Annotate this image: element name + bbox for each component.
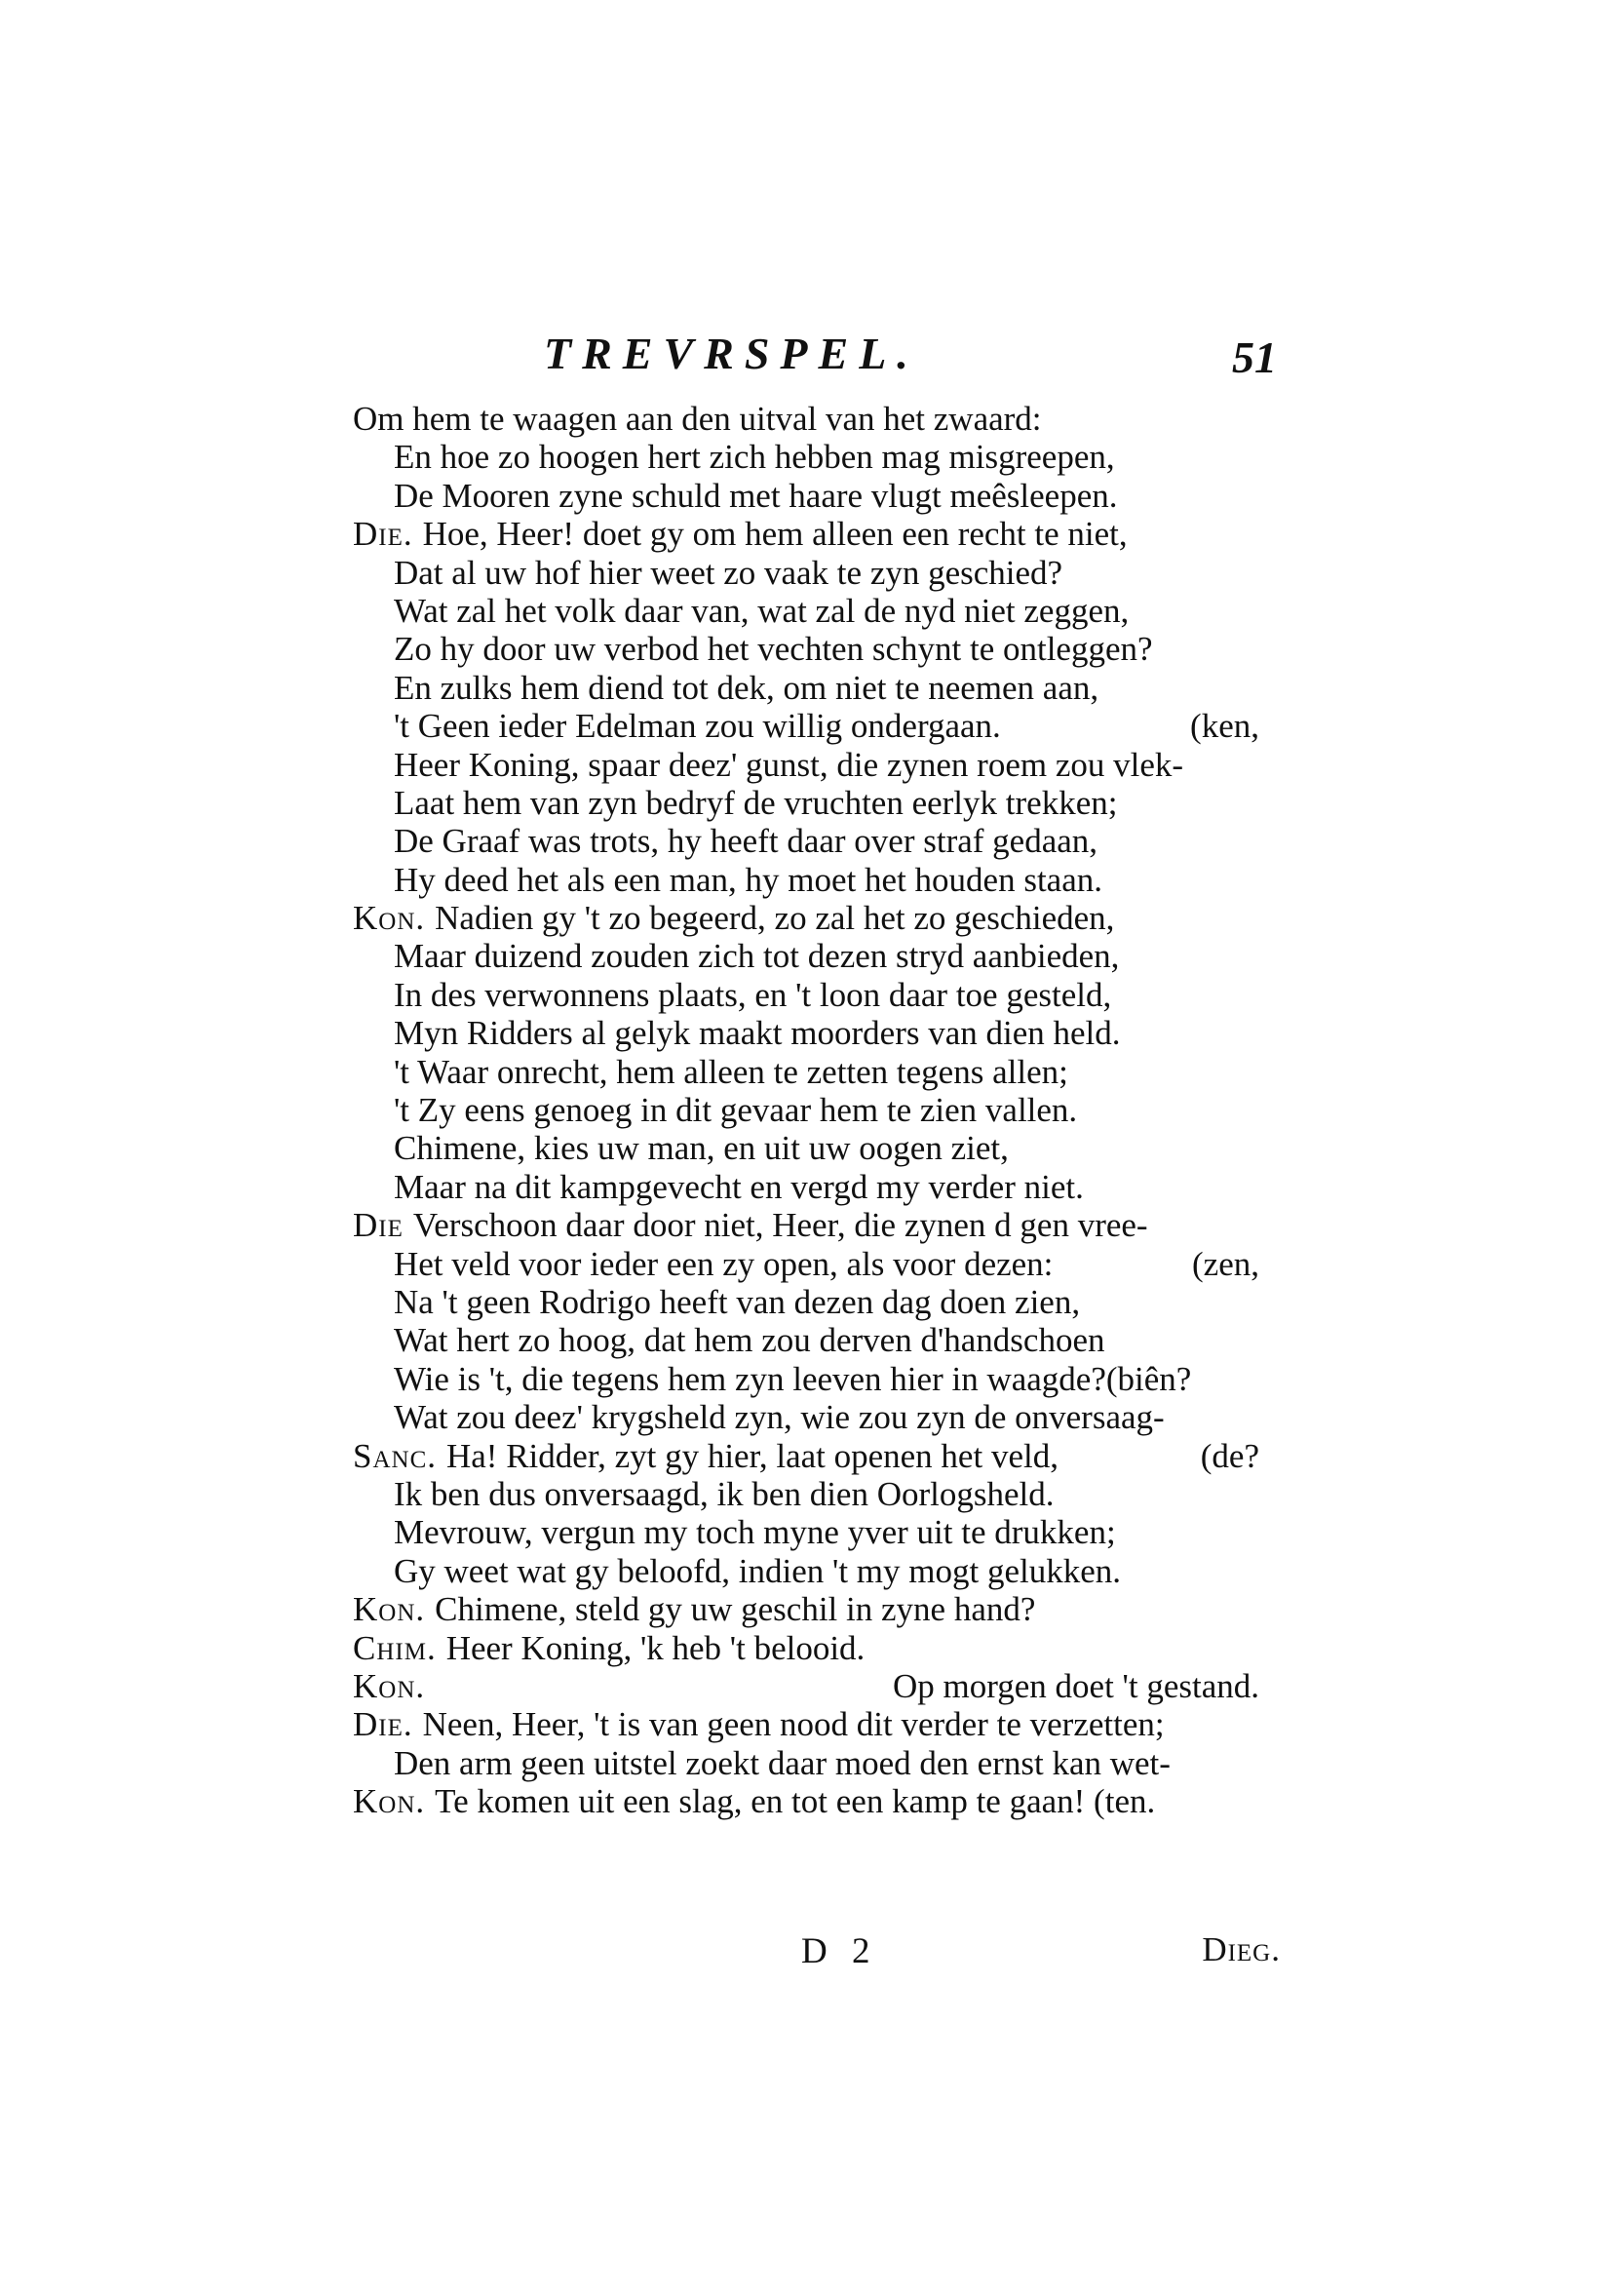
line-text: 't Geen ieder Edelman zou willig ondergaan. [394,707,1001,746]
line-text: Na 't geen Rodrigo heeft van dezen dag doen zien, [394,1282,1081,1321]
line-text: Wat hert zo hoog, dat hem zou derven d'handschoen [394,1321,1105,1360]
verse-line [353,937,1289,975]
verse-line [353,1513,1289,1551]
line-text: Ik ben dus onversaagd, ik ben dien Oorlogsheld. [394,1474,1055,1513]
verse-line [353,477,1289,515]
verse-line [353,1705,1289,1743]
line-text: Nadien gy 't zo begeerd, zo zal het zo geschieden, [435,899,1115,938]
verse-line [353,1437,1289,1475]
running-title: TREVRSPEL. [544,329,919,378]
verse-line [353,1321,1289,1359]
line-text: Wat zou deez' krygsheld zyn, wie zou zyn de onversaag- [394,1398,1165,1437]
verse-line [353,669,1289,707]
line-text: Ha! Ridder, zyt gy hier, laat openen het veld, [446,1436,1059,1475]
line-text: Den arm geen uitstel zoekt daar moed den ernst kan wet- [394,1743,1171,1782]
verse-line [353,1206,1289,1244]
line-text: Dat al uw hof hier weet zo vaak te zyn geschied? [394,553,1063,592]
catchword: Dieg. [1202,1930,1281,1968]
line-text: Laat hem van zyn bedryf de vruchten eerlyk trekken; [394,783,1118,822]
speaker-name: Sanc. [353,1436,437,1475]
line-text: Verschoon daar door niet, Heer, die zynen d gen vree- [412,1206,1148,1245]
line-text: Chimene, steld gy uw geschil in zyne hand? [435,1590,1036,1629]
verse-line [353,1014,1289,1052]
line-text: Chimene, kies uw man, en uit uw oogen ziet, [394,1129,1009,1168]
page-header [361,328,1277,396]
verse-line [353,1475,1289,1513]
verse-line [353,400,1289,438]
line-text: Wie is 't, die tegens hem zyn leeven hier in waagde?(biên? [394,1359,1192,1398]
verse-line [353,1360,1289,1398]
verse-line [353,1667,1289,1705]
verse-line [353,1245,1289,1283]
line-text: Heer Koning, spaar deez' gunst, die zynen roem zou vlek- [394,745,1184,784]
page-number: 51 [1232,332,1277,382]
verse-line [353,515,1289,553]
verse-line [353,438,1289,476]
speaker-name: Die [353,1206,404,1245]
verse-line [353,707,1289,745]
line-text: Wat zal het volk daar van, wat zal de nyd niet zeggen, [394,591,1130,630]
turnover-text: Op morgen doet 't gestand. [892,1666,1259,1705]
line-text: Gy weet wat gy beloofd, indien 't my mogt gelukken. [394,1551,1122,1590]
speaker-name: Chim. [353,1628,437,1667]
line-text: Maar na dit kampgevecht en vergd my verder niet. [394,1167,1084,1206]
line-text: Maar duizend zouden zich tot dezen stryd aanbieden, [394,937,1120,976]
speaker-name: Die. [353,515,413,554]
line-text: Hy deed het als een man, hy moet het houden staan. [394,860,1103,899]
verse-line [353,1744,1289,1782]
verse-line [353,861,1289,899]
verse-line [353,592,1289,630]
verse-line [353,1590,1289,1628]
line-text: Mevrouw, vergun my toch myne yver uit te drukken; [394,1513,1116,1552]
line-text: Neen, Heer, 't is van geen nood dit verder te verzetten; [422,1705,1165,1744]
verse-line [353,1129,1289,1167]
verse-line [353,1398,1289,1436]
verse-line [353,554,1289,592]
line-text: In des verwonnens plaats, en 't loon daar toe gesteld, [394,975,1112,1014]
turnover-text: (de? [1200,1436,1259,1475]
line-text: Myn Ridders al gelyk maakt moorders van dien held. [394,1014,1121,1053]
verse-text [353,400,1289,1820]
speaker-name: Kon. [353,1782,426,1821]
line-text: 't Zy eens genoeg in dit gevaar hem te zien vallen. [394,1091,1078,1130]
page-footer [353,1930,1281,1973]
verse-line [353,630,1289,668]
line-text: Hoe, Heer! doet gy om hem alleen een recht te niet, [422,515,1128,554]
verse-line [353,746,1289,784]
line-text: En zulks hem diend tot dek, om niet te neemen aan, [394,668,1099,707]
speaker-name: Kon. [353,1590,426,1629]
turnover-text: (zen, [1192,1244,1259,1283]
speaker-name: Kon. [353,899,426,938]
line-text: Het veld voor ieder een zy open, als voor dezen: [394,1244,1054,1283]
verse-line [353,1168,1289,1206]
verse-line [353,822,1289,860]
turnover-text: (ken, [1190,707,1259,746]
line-text: De Graaf was trots, hy heeft daar over straf gedaan, [394,822,1098,861]
verse-line [353,976,1289,1014]
verse-line [353,1053,1289,1091]
verse-line [353,1283,1289,1321]
verse-line [353,784,1289,822]
signature-mark: D 2 [801,1931,878,1971]
verse-line [353,1091,1289,1129]
verse-line [353,1629,1289,1667]
verse-line [353,1782,1289,1820]
line-text: Te komen uit een slag, en tot een kamp te gaan! (ten. [435,1782,1156,1821]
line-text: Zo hy door uw verbod het vechten schynt te ontleggen? [394,630,1153,669]
verse-line [353,1552,1289,1590]
speaker-name: Die. [353,1705,413,1744]
line-text: Heer Koning, 'k heb 't belooid. [445,1628,866,1667]
speaker-name: Kon. [353,1666,426,1705]
line-text: Om hem te waagen aan den uitval van het zwaard: [353,400,1042,438]
line-text: En hoe zo hoogen hert zich hebben mag misgreepen, [394,438,1115,477]
line-text: 't Waar onrecht, hem alleen te zetten tegens allen; [394,1052,1068,1091]
verse-line [353,899,1289,937]
line-text: De Mooren zyne schuld met haare vlugt meêsleepen. [394,476,1118,515]
